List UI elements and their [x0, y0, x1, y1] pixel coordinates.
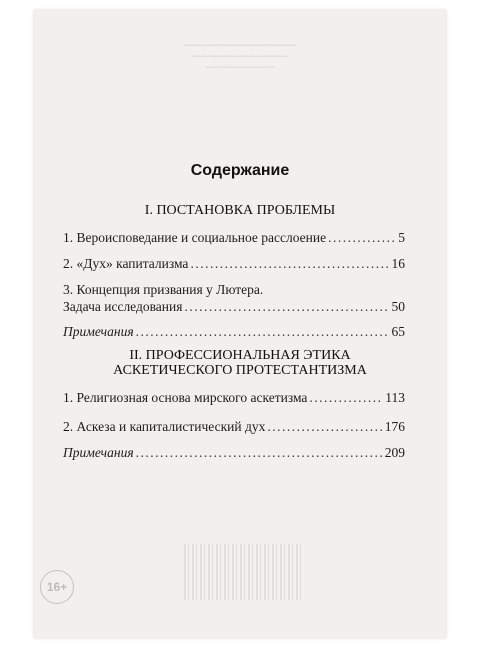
toc-entry-label-line: 3. Концепция призвания у Лютера. [63, 282, 264, 297]
page-title: Содержание [190, 162, 290, 179]
toc-entry-label: 2. «Дух» капитализма [63, 256, 189, 271]
toc-entry [63, 419, 405, 435]
toc-entry-page: 65 [391, 324, 405, 339]
section-heading-1: I. ПОСТАНОВКА ПРОБЛЕМЫ [144, 203, 336, 218]
toc-entry-notes [63, 445, 405, 461]
toc-entry [63, 230, 405, 246]
dot-leader [328, 230, 396, 246]
section-heading-2-line-2: АСКЕТИЧЕСКОГО ПРОТЕСТАНТИЗМА [113, 363, 367, 378]
book-page [34, 10, 446, 638]
toc-entry-label: Задача исследования [63, 299, 183, 314]
dot-leader [136, 324, 390, 340]
toc-entry-label: Примечания [63, 324, 134, 339]
bleed-through-barcode [184, 544, 304, 600]
bleed-through-text: ~~~~~~~~~~~~~~~~~~~~~~~~~~ ~~~~~~~~~~~~~~~~~~~~~~ ~~~~~~~~~~~~~~~~ [183, 41, 297, 72]
toc-entry-page: 113 [385, 390, 405, 405]
toc-entry [63, 299, 405, 315]
toc-entry-label: 2. Аскеза и капиталистический дух [63, 419, 266, 434]
dot-leader [309, 390, 383, 406]
toc-entry-label: Примечания [63, 445, 134, 460]
toc-entry [63, 256, 405, 272]
toc-entry-page: 5 [398, 230, 405, 245]
toc-entry-page: 209 [384, 445, 405, 460]
toc-entry-label: 1. Вероисповедание и социальное расслоение [63, 230, 327, 245]
age-rating-badge: 16+ [40, 570, 74, 604]
section-heading-2: II. ПРОФЕССИОНАЛЬНАЯ ЭТИКА [129, 348, 351, 363]
toc-entry-page: 176 [384, 419, 405, 434]
dot-leader [184, 299, 389, 315]
toc-entry-label: 1. Религиозная основа мирского аскетизма [63, 390, 308, 405]
dot-leader [190, 256, 389, 272]
toc-entry-page: 16 [391, 256, 405, 271]
toc-entry [63, 390, 405, 406]
toc-entry-page: 50 [391, 299, 405, 314]
dot-leader [136, 445, 383, 461]
dot-leader [267, 419, 382, 435]
toc-entry-notes [63, 324, 405, 340]
